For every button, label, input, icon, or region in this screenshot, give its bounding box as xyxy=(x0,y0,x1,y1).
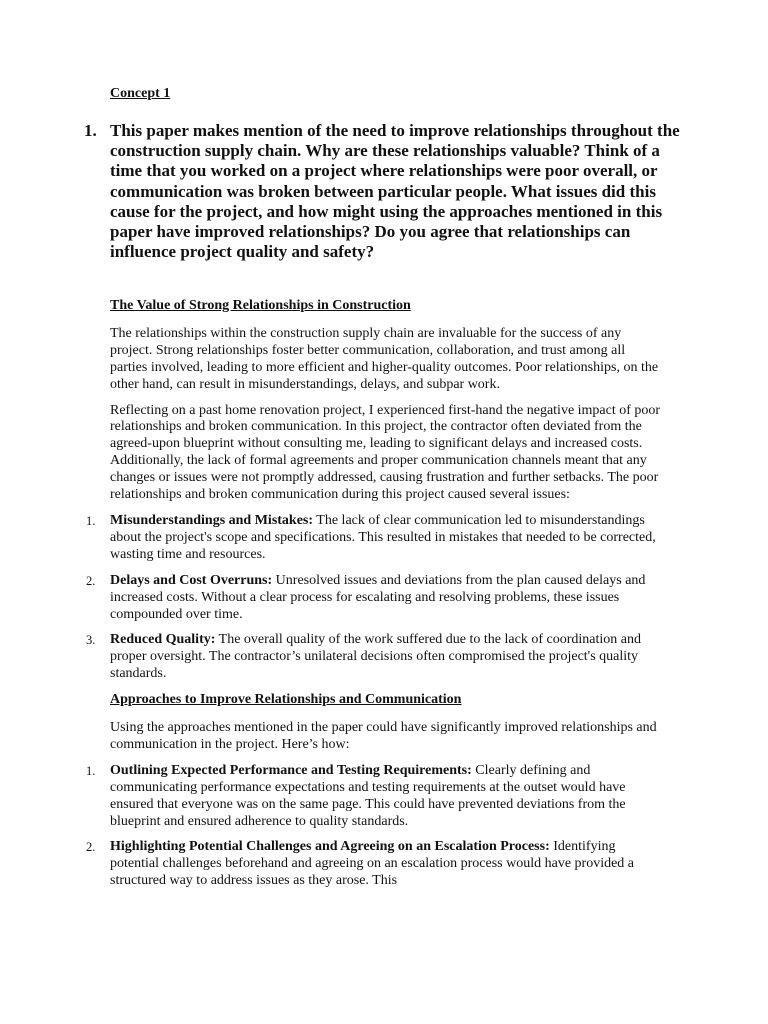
question-number: 1. xyxy=(84,121,97,140)
list-item xyxy=(86,839,662,890)
list-item-number: 1. xyxy=(86,513,96,528)
section-heading-value: The Value of Strong Relationships in Construction xyxy=(110,298,411,313)
list-item-term: Reduced Quality: xyxy=(110,632,216,648)
list-item-number: 3. xyxy=(86,633,96,648)
list-item-term: Outlining Expected Performance and Testing Requirements: xyxy=(110,762,472,778)
list-item-number: 2. xyxy=(86,573,96,588)
list-item-text: The lack of clear communication led to misunderstandings about the project's scope and specifications. This resulted in mistakes that needed to be corrected, wasting time and resources. xyxy=(110,512,656,562)
list-item-term: Delays and Cost Overruns: xyxy=(110,572,273,588)
list-item xyxy=(86,512,662,564)
paragraph: Using the approaches mentioned in the paper could have significantly improved relationships and communication in the project. Here’s how: xyxy=(110,720,657,752)
list-item xyxy=(86,762,662,831)
question-text: This paper makes mention of the need to improve relationships throughout the construction supply chain. Why are these relationships valuable? Think of a time that you worked on a project where relationships were poor overall, or communication was broken between particular people. What issues did this cause for the project, and how might using the approaches mentioned in this paper have improved relationships? Do you agree that relationships can influence project quality and safety? xyxy=(110,121,680,262)
concept-label: Concept 1 xyxy=(110,86,171,101)
approaches-list xyxy=(86,762,662,890)
paragraph: The relationships within the construction supply chain are invaluable for the success of any project. Strong relationships foster better communication, collaboration, and trust among all parties involved, leading to more efficient and higher-quality outcomes. Poor relationships, on the other hand, can result in misunderstandings, delays, and subpar work. xyxy=(110,325,659,392)
list-item xyxy=(86,572,662,624)
list-item-text: Clearly defining and communicating performance expectations and testing requirements at the outset would have ensured that everyone was on the same page. This could have prevented deviations from the blueprint and ensured adherence to quality standards. xyxy=(110,762,626,829)
list-item-term: Misunderstandings and Mistakes: xyxy=(110,512,314,528)
list-item-text: The overall quality of the work suffered due to the lack of coordination and proper oversight. The contractor’s unilateral decisions often compromised the project's quality standards. xyxy=(110,632,641,682)
list-item-term: Highlighting Potential Challenges and Agreeing on an Escalation Process: xyxy=(110,839,550,855)
list-item-number: 1. xyxy=(86,763,96,778)
list-item-text: Identifying potential challenges beforehand and agreeing on an escalation process would have provided a structured way to address issues as they arose. This xyxy=(110,839,635,889)
issues-list xyxy=(86,512,662,683)
section-heading-approaches: Approaches to Improve Relationships and Communication xyxy=(110,692,462,708)
question-block xyxy=(84,121,684,262)
list-item-text: Unresolved issues and deviations from the plan caused delays and increased costs. Without a clear process for escalating and resolving problems, these issues compounded over time. xyxy=(110,572,646,622)
list-item-number: 2. xyxy=(86,840,96,855)
answer-body xyxy=(86,298,662,899)
paragraph: Reflecting on a past home renovation project, I experienced first-hand the negative impact of poor relationships and broken communication. In this project, the contractor often deviated from the agreed-upon blueprint without consulting me, leading to significant delays and increased costs. Additionally, the lack of formal agreements and proper communication channels meant that any changes or issues were not promptly addressed, causing frustration and further setbacks. The poor relationships and broken communication during this project caused several issues: xyxy=(110,402,661,503)
list-item xyxy=(86,632,662,683)
